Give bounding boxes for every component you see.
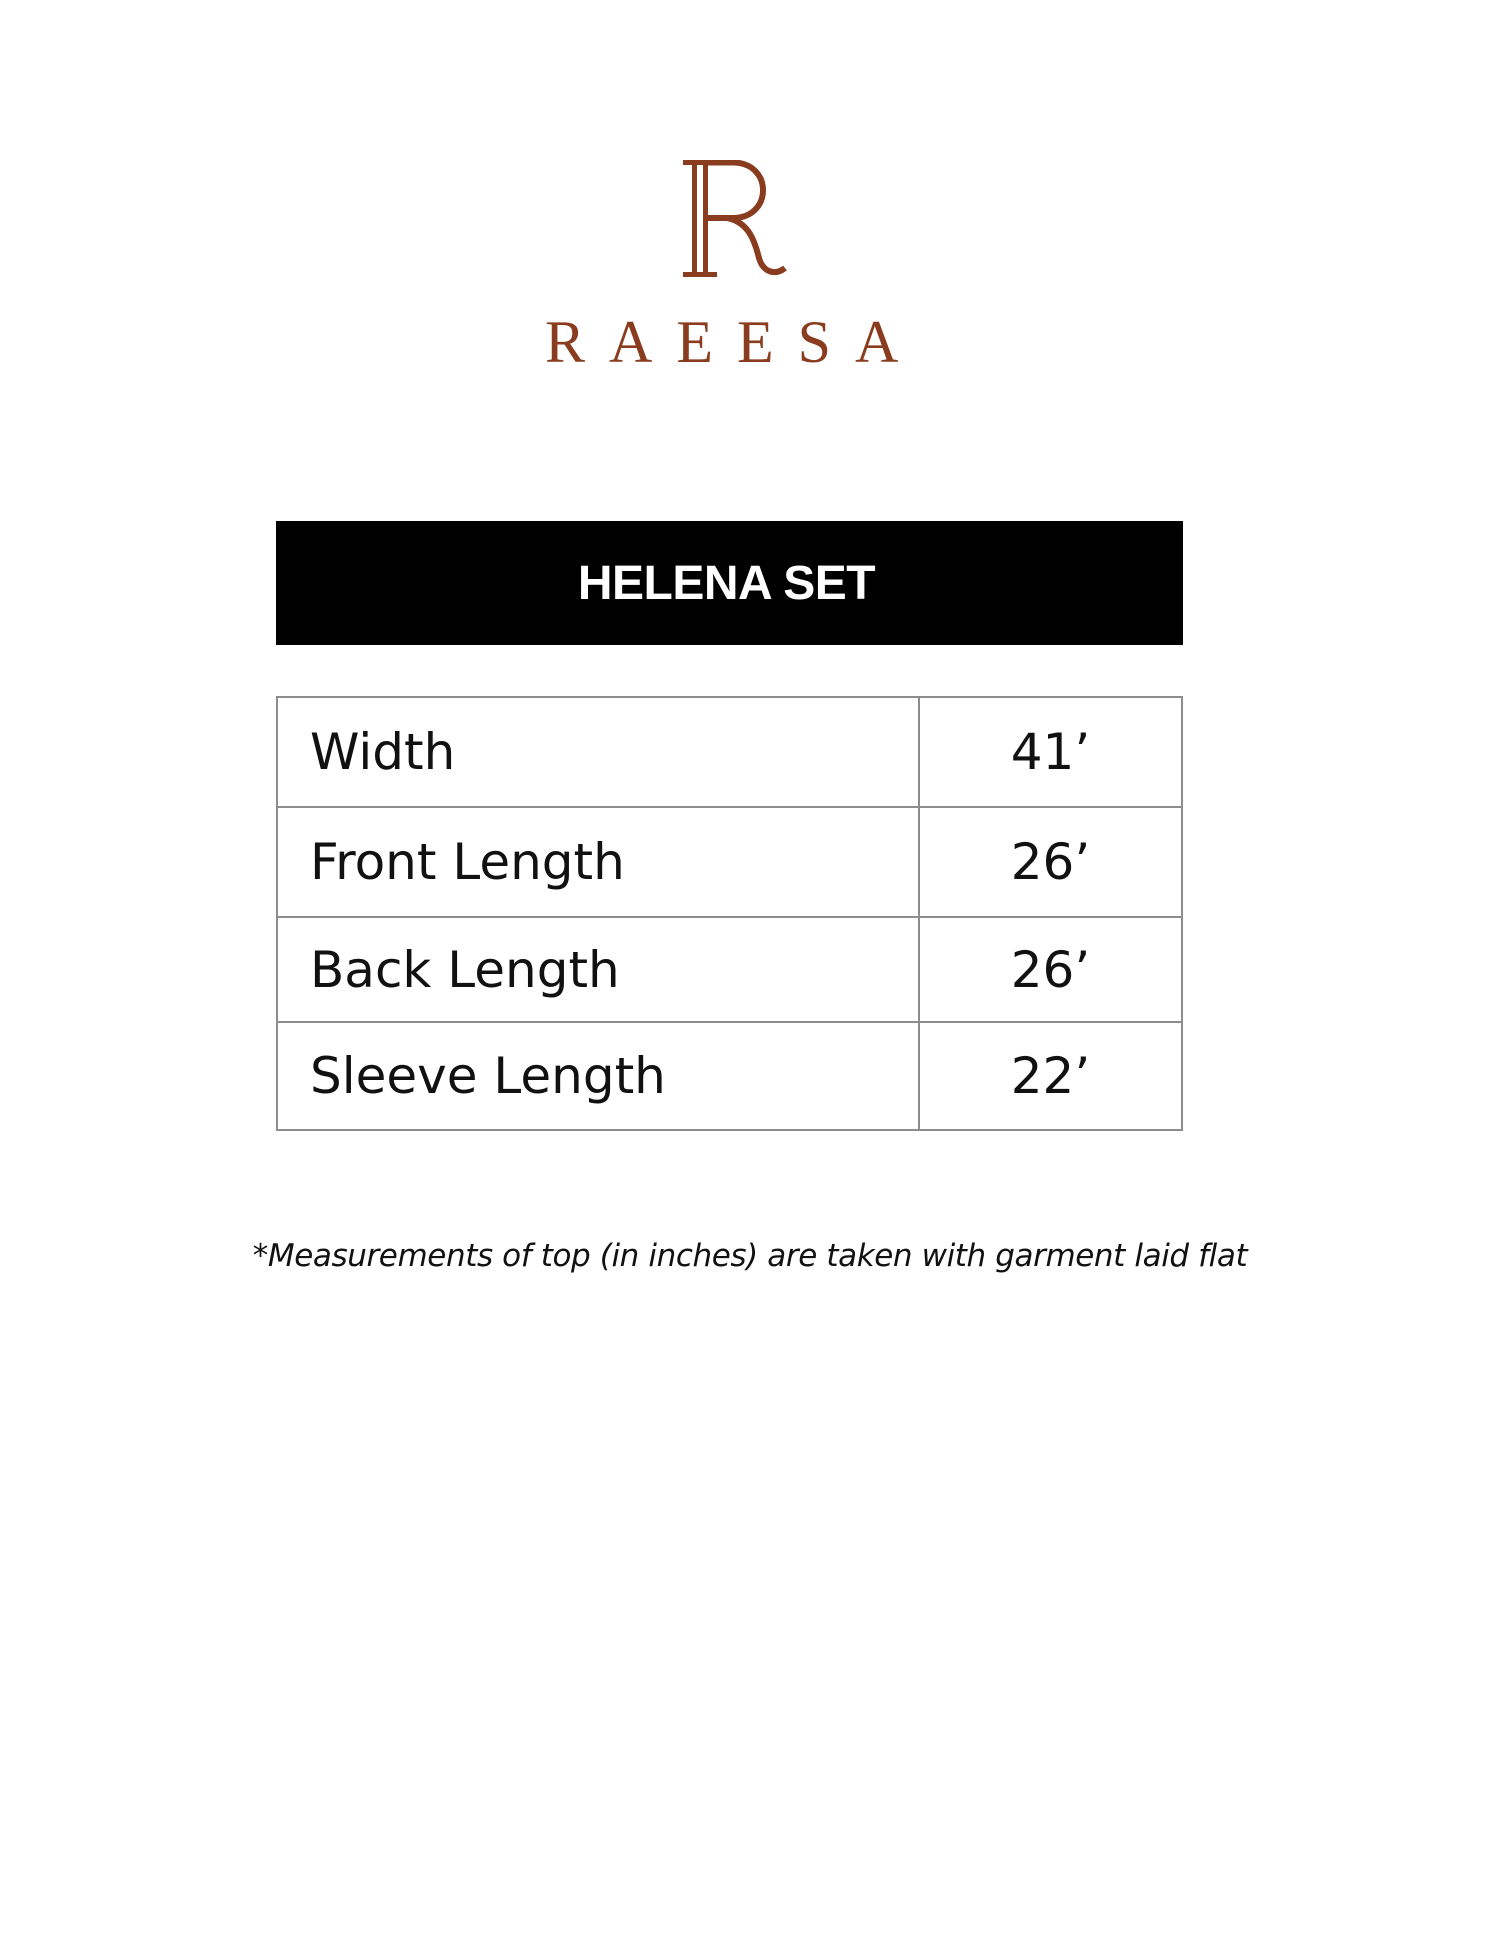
table-row — [277, 917, 1182, 1022]
table-row — [277, 1022, 1182, 1130]
measurement-label: Back Length — [277, 917, 919, 1022]
measurement-label: Sleeve Length — [277, 1022, 919, 1130]
title-bar — [276, 521, 1183, 645]
brand-name: RAEESA — [545, 309, 923, 375]
measurements-table — [276, 696, 1183, 1131]
measurement-label: Width — [277, 697, 919, 807]
measurement-footnote: *Measurements of top (in inches) are taken with garment laid flat — [252, 1238, 1248, 1274]
brand-monogram-logo — [683, 160, 793, 277]
table-row — [277, 697, 1182, 807]
table-row — [277, 807, 1182, 917]
measurement-value: 41’ — [919, 697, 1182, 807]
product-title: HELENA SET — [577, 556, 876, 610]
measurement-label: Front Length — [277, 807, 919, 917]
measurement-value: 22’ — [919, 1022, 1182, 1130]
measurement-value: 26’ — [919, 807, 1182, 917]
measurement-value: 26’ — [919, 917, 1182, 1022]
